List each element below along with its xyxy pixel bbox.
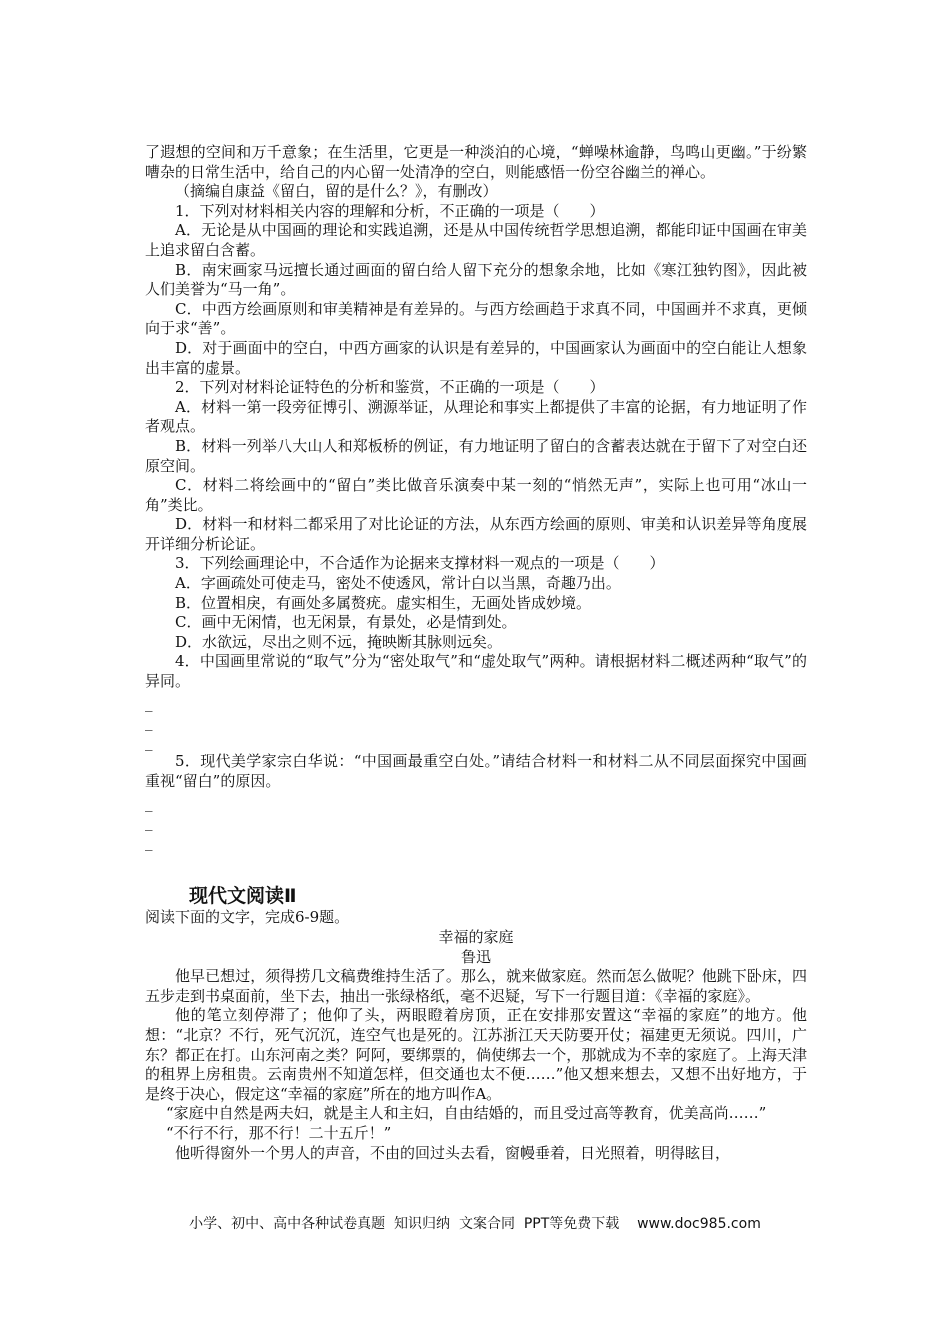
question-2-option-c: C．材料二将绘画中的“留白”类比做音乐演奏中某一刻的“悄然无声”，实际上也可用“冰山一角”类比。 <box>145 476 807 514</box>
question-1-option-a: A．无论是从中国画的理论和实践追溯，还是从中国传统哲学思想追溯，都能印证中国画在审美上追求留白含蓄。 <box>145 221 807 259</box>
question-1-option-c: C．中西方绘画原则和审美精神是有差异的。与西方绘画趋于求真不同，中国画并不求真，更倾向于求“善”。 <box>145 299 807 338</box>
question-3-option-c: C．画中无闲情，也无闲景，有景处，必是情到处。 <box>175 613 517 632</box>
question-2-option-b: B．材料一列举八大山人和郑板桥的例证，有力地证明了留白的含蓄表达就在于留下了对空白还原空间。 <box>145 436 807 475</box>
answer-blank-line[interactable]: _ <box>145 693 153 712</box>
story-paragraph: “不行不行，那不行！二十五斤！” <box>166 1123 392 1142</box>
story-title: 幸福的家庭 <box>438 927 514 946</box>
source-citation: （摘编自康益《留白，留的是什么？》，有删改） <box>175 182 498 201</box>
intro-paragraph: 了遐想的空间和万千意象；在生活里，它更是一种淡泊的心境，“蝉噪林逾静，鸟鸣山更幽。”于纷繁嘈杂的日常生活中，给自己的内心留一处清净的空白，则能感悟一份空谷幽兰的禅心。 <box>145 143 807 181</box>
story-paragraph: 他的笔立刻停滞了；他仰了头，两眼瞪着房顶，正在安排那安置这“幸福的家庭”的地方。他想：“北京？不行，死气沉沉，连空气也是死的。江苏浙江天天防要开仗；福建更无须说。四川，广东？都正在打。山东河南之类？阿阿，要绑票的，倘使绑去一个，那就成为不幸的家庭了。上海天津的租界上房租贵。云南贵州不知道怎样，但交通也太不便……”他又想来想去，又想不出好地方，于是终于决心，假定这“幸福的家庭”所在的地方叫作A。 <box>145 1006 807 1103</box>
question-3-stem: 3．下列绘画理论中，不合适作为论据来支撑材料一观点的一项是（ ） <box>175 554 665 573</box>
question-3-option-d: D．水欲远，尽出之则不远，掩映断其脉则远矣。 <box>175 632 503 651</box>
question-1-option-b: B．南宋画家马远擅长通过画面的留白给人留下充分的想象余地，比如《寒江独钓图》，因此被人们美誉为“马一角”。 <box>145 260 807 299</box>
answer-blank-line[interactable]: _ <box>145 713 153 732</box>
question-5-stem: 5．现代美学家宗白华说：“中国画最重空白处。”请结合材料一和材料二从不同层面探究中国画重视“留白”的原因。 <box>145 752 807 790</box>
story-paragraph: “家庭中自然是两夫妇，就是主人和主妇，自由结婚的，而且受过高等教育，优美高尚……” <box>166 1104 767 1123</box>
answer-blank-line[interactable]: _ <box>145 732 153 751</box>
question-1-option-d: D．对于画面中的空白，中西方画家的认识是有差异的，中国画家认为画面中的空白能让人想象出丰富的虚景。 <box>145 338 807 377</box>
answer-blank-line[interactable]: _ <box>145 813 153 832</box>
question-2-stem: 2．下列对材料论证特色的分析和鉴赏，不正确的一项是（ ） <box>175 378 605 397</box>
question-2-option-d: D．材料一和材料二都采用了对比论证的方法，从东西方绘画的原则、审美和认识差异等角度展开详细分析论证。 <box>145 515 807 553</box>
story-author: 鲁迅 <box>460 947 491 966</box>
answer-blank-line[interactable]: _ <box>145 832 153 851</box>
question-3-option-b: B．位置相戾，有画处多属赘疣。虚实相生，无画处皆成妙境。 <box>175 593 592 612</box>
section-heading: 现代文阅读Ⅱ <box>189 885 297 908</box>
question-2-option-a: A．材料一第一段旁征博引、溯源举证，从理论和事实上都提供了丰富的论据，有力地证明了作者观点。 <box>145 397 807 436</box>
question-3-option-a: A．字画疏处可使走马，密处不使透风，常计白以当黑，奇趣乃出。 <box>175 574 621 593</box>
page-content <box>145 143 807 1163</box>
page-footer: 小学、初中、高中各种试卷真题 知识归纳 文案合同 PPT等免费下载 www.doc985.com <box>189 1216 761 1232</box>
story-paragraph: 他早已想过，须得捞几文稿费维持生活了。那么，就来做家庭。然而怎么做呢？他跳下卧床，四五步走到书桌面前，坐下去，抽出一张绿格纸，毫不迟疑，写下一行题目道：《幸福的家庭》。 <box>145 967 807 1005</box>
story-paragraph: 他听得窗外一个男人的声音，不由的回过头去看，窗幔垂着，日光照着，明得眩目， <box>175 1143 731 1162</box>
question-4-stem: 4．中国画里常说的“取气”分为“密处取气”和“虚处取气”两种。请根据材料二概述两种“取气”的异同。 <box>145 652 807 691</box>
answer-blank-line[interactable]: _ <box>145 793 153 812</box>
question-1-stem: 1．下列对材料相关内容的理解和分析，不正确的一项是（ ） <box>175 201 605 220</box>
reading-instruction: 阅读下面的文字，完成6-9题。 <box>145 908 350 927</box>
